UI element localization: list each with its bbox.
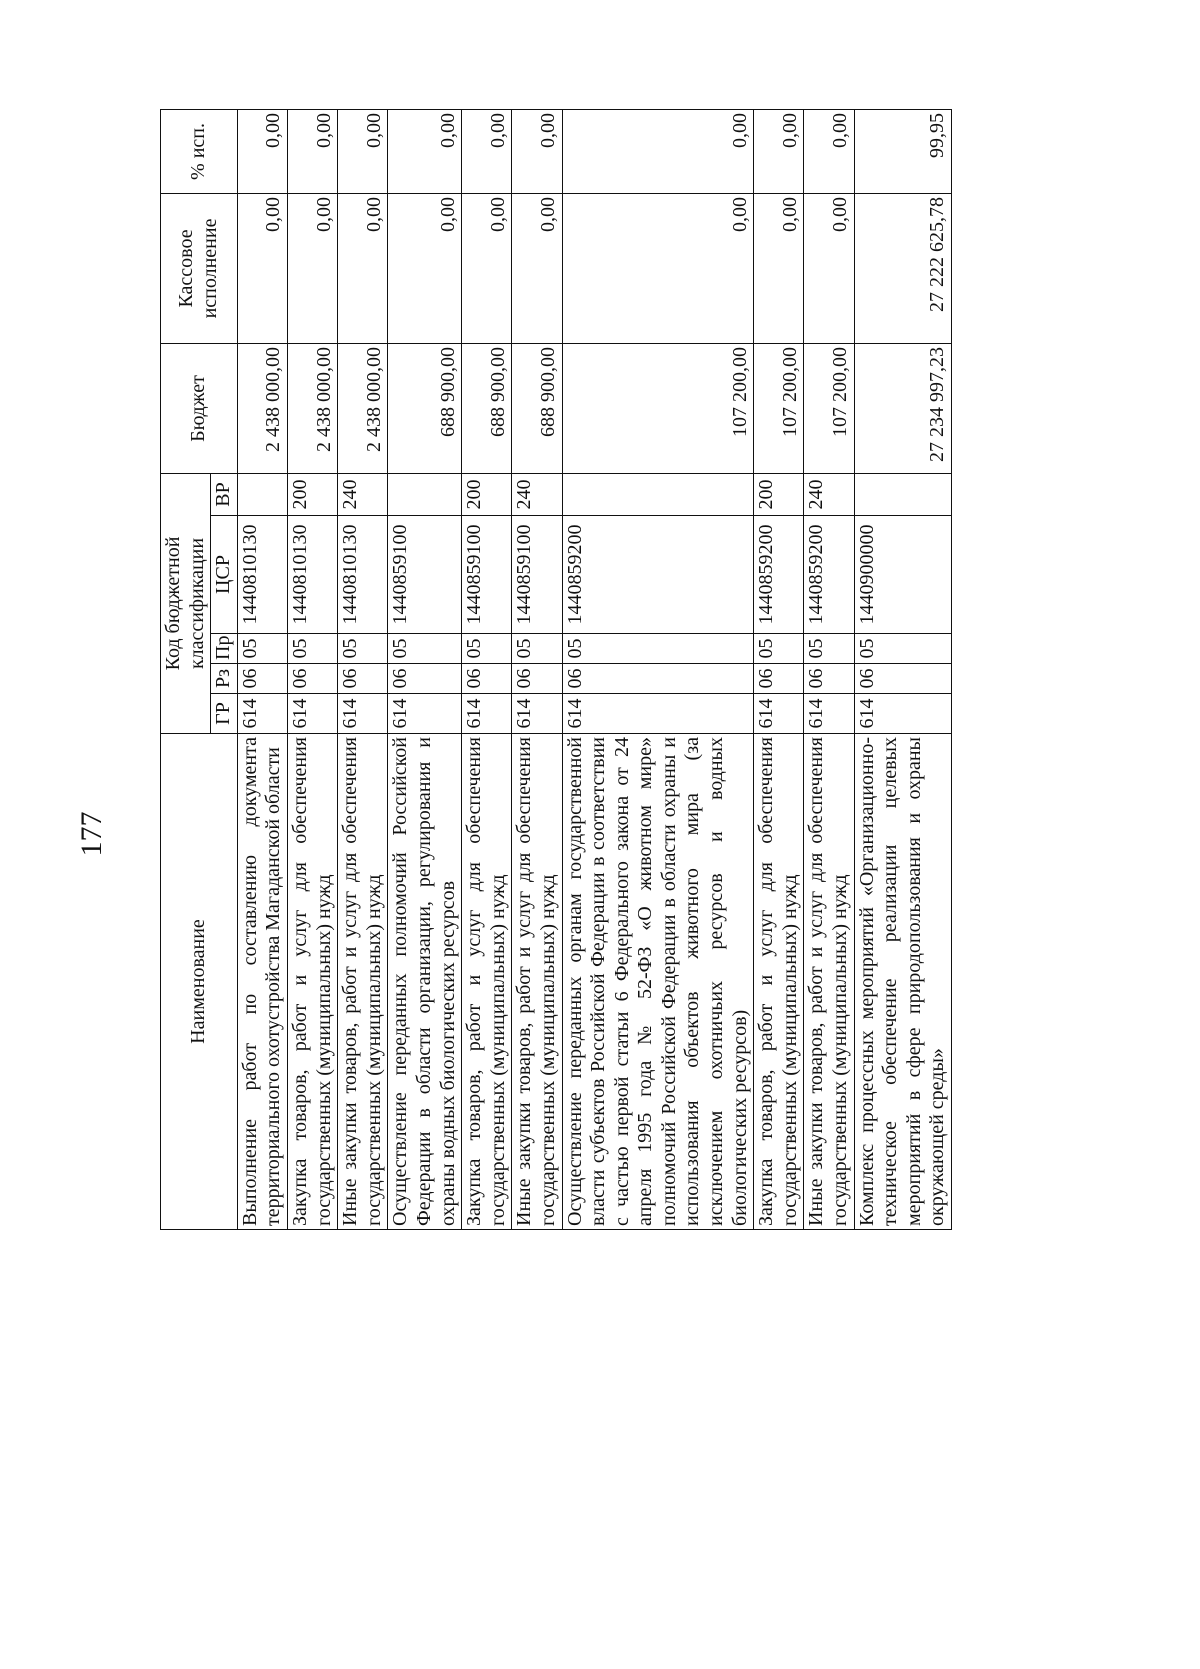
budget-table	[160, 109, 952, 1230]
row-vr: 200	[462, 473, 512, 515]
row-csr: 1440810130	[338, 516, 388, 634]
row-pr: 05	[338, 634, 388, 664]
row-rz: 06	[338, 664, 388, 694]
row-budget: 107 200,00	[804, 343, 854, 473]
table-row	[754, 109, 804, 1229]
header-name: Наименование	[161, 734, 238, 1230]
row-vr: 240	[804, 473, 854, 515]
table-row	[388, 109, 462, 1229]
header-gr: ГР	[211, 694, 238, 734]
row-pr: 05	[804, 634, 854, 664]
row-rz: 06	[237, 664, 287, 694]
row-cash: 0,00	[512, 193, 562, 343]
header-code-group: Код бюджетной классификации	[161, 473, 211, 733]
row-budget: 107 200,00	[754, 343, 804, 473]
row-gr: 614	[338, 694, 388, 734]
header-vr: ВР	[211, 473, 238, 515]
header-row-1	[161, 109, 211, 1229]
row-name: Иные закупки товаров, работ и услуг для обеспечения государственных (муниципальных) нужд	[338, 734, 388, 1230]
row-vr	[562, 473, 754, 515]
row-gr: 614	[562, 694, 754, 734]
row-budget: 2 438 000,00	[338, 343, 388, 473]
row-cash: 0,00	[562, 193, 754, 343]
row-gr: 614	[512, 694, 562, 734]
row-rz: 06	[388, 664, 462, 694]
row-vr	[854, 473, 951, 515]
row-budget: 688 900,00	[462, 343, 512, 473]
rotated-table-wrapper	[160, 110, 1006, 1230]
row-vr	[388, 473, 462, 515]
row-pct: 0,00	[338, 109, 388, 193]
row-pct: 0,00	[512, 109, 562, 193]
header-pct: % исп.	[161, 109, 238, 193]
row-pct: 0,00	[237, 109, 287, 193]
table-row	[237, 109, 287, 1229]
row-csr: 1440810130	[287, 516, 337, 634]
row-pct: 0,00	[462, 109, 512, 193]
row-gr: 614	[804, 694, 854, 734]
row-pct: 0,00	[287, 109, 337, 193]
row-pct: 0,00	[388, 109, 462, 193]
row-csr: 1440900000	[854, 516, 951, 634]
row-rz: 06	[512, 664, 562, 694]
row-name: Осуществление переданных полномочий Российской Федерации в области организации, регулирования и охраны водных биологических ресурсов	[388, 734, 462, 1230]
row-csr: 1440859100	[462, 516, 512, 634]
row-csr: 1440859200	[562, 516, 754, 634]
row-budget: 107 200,00	[562, 343, 754, 473]
row-gr: 614	[462, 694, 512, 734]
row-budget: 688 900,00	[512, 343, 562, 473]
row-pr: 05	[287, 634, 337, 664]
row-name: Выполнение работ по составлению документа территориального охотустройства Магаданской области	[237, 734, 287, 1230]
row-pr: 05	[462, 634, 512, 664]
row-budget: 688 900,00	[388, 343, 462, 473]
row-budget: 2 438 000,00	[287, 343, 337, 473]
row-cash: 0,00	[804, 193, 854, 343]
row-cash: 0,00	[287, 193, 337, 343]
header-cash: Кассовое исполнение	[161, 193, 238, 343]
row-budget: 27 234 997,23	[854, 343, 951, 473]
row-gr: 614	[237, 694, 287, 734]
row-gr: 614	[754, 694, 804, 734]
row-gr: 614	[287, 694, 337, 734]
row-pr: 05	[388, 634, 462, 664]
row-rz: 06	[854, 664, 951, 694]
row-cash: 0,00	[754, 193, 804, 343]
row-csr: 1440859100	[388, 516, 462, 634]
table-row	[287, 109, 337, 1229]
row-gr: 614	[854, 694, 951, 734]
table-row	[804, 109, 854, 1229]
row-pr: 05	[512, 634, 562, 664]
table-row	[462, 109, 512, 1229]
row-csr: 1440859100	[512, 516, 562, 634]
row-pct: 0,00	[754, 109, 804, 193]
row-pr: 05	[754, 634, 804, 664]
header-csr: ЦСР	[211, 516, 238, 634]
table-row	[512, 109, 562, 1229]
row-rz: 06	[562, 664, 754, 694]
row-vr: 240	[512, 473, 562, 515]
row-pct: 0,00	[804, 109, 854, 193]
row-cash: 0,00	[338, 193, 388, 343]
row-vr: 240	[338, 473, 388, 515]
row-name: Закупка товаров, работ и услуг для обеспечения государственных (муниципальных) нужд	[462, 734, 512, 1230]
row-rz: 06	[462, 664, 512, 694]
row-cash: 0,00	[237, 193, 287, 343]
table-row	[338, 109, 388, 1229]
row-gr: 614	[388, 694, 462, 734]
table-row	[562, 109, 754, 1229]
row-name: Иные закупки товаров, работ и услуг для обеспечения государственных (муниципальных) нужд	[512, 734, 562, 1230]
page-number: 177	[75, 811, 108, 857]
row-rz: 06	[287, 664, 337, 694]
row-vr: 200	[754, 473, 804, 515]
row-csr: 1440859200	[754, 516, 804, 634]
row-pct: 99,95	[854, 109, 951, 193]
header-pr: Пр	[211, 634, 238, 664]
table-row	[854, 109, 951, 1229]
row-cash: 0,00	[388, 193, 462, 343]
row-csr: 1440810130	[237, 516, 287, 634]
row-vr: 200	[287, 473, 337, 515]
row-name: Осуществление переданных органам государственной власти субъектов Российской Федерации в соответствии с частью первой статьи 6 Федерального закона от 24 апреля 1995 года № 52-ФЗ «О животном мире» полномочий Российской Федерации в области охраны и использования объектов животного мира (за исключением охотничьих ресурсов и водных биологических ресурсов)	[562, 734, 754, 1230]
row-pct: 0,00	[562, 109, 754, 193]
row-cash: 0,00	[462, 193, 512, 343]
row-rz: 06	[754, 664, 804, 694]
row-name: Иные закупки товаров, работ и услуг для обеспечения государственных (муниципальных) нужд	[804, 734, 854, 1230]
row-pr: 05	[854, 634, 951, 664]
row-vr	[237, 473, 287, 515]
header-rz: Рз	[211, 664, 238, 694]
row-csr: 1440859200	[804, 516, 854, 634]
row-name: Комплекс процессных мероприятий «Организационно-техническое обеспечение реализации целевых мероприятий в сфере природопользования и охраны окружающей среды»	[854, 734, 951, 1230]
row-rz: 06	[804, 664, 854, 694]
row-budget: 2 438 000,00	[237, 343, 287, 473]
row-name: Закупка товаров, работ и услуг для обеспечения государственных (муниципальных) нужд	[287, 734, 337, 1230]
header-budget: Бюджет	[161, 343, 238, 473]
row-pr: 05	[562, 634, 754, 664]
row-cash: 27 222 625,78	[854, 193, 951, 343]
row-name: Закупка товаров, работ и услуг для обеспечения государственных (муниципальных) нужд	[754, 734, 804, 1230]
row-pr: 05	[237, 634, 287, 664]
